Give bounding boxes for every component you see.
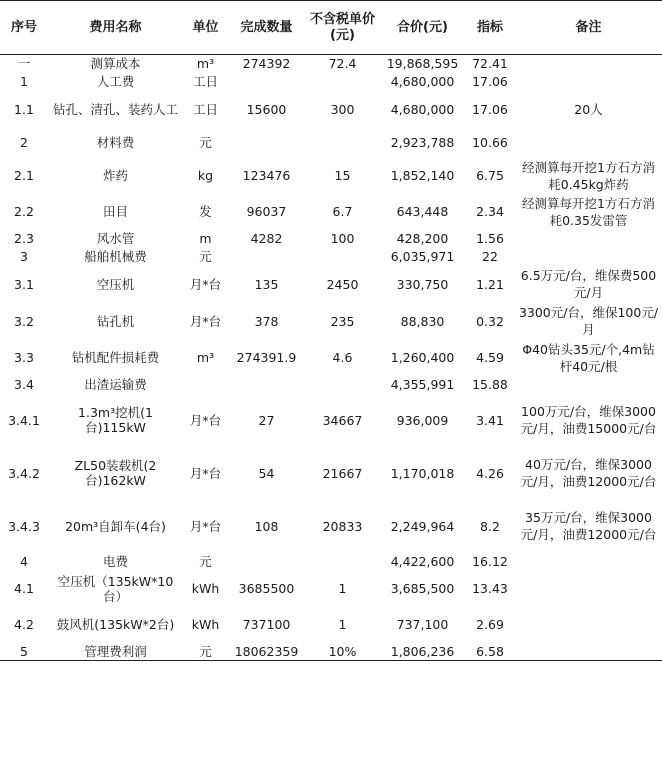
unit-cell: 工日 [192,74,218,89]
indicator-cell: 10.66 [472,135,508,150]
quantity-cell [228,376,305,394]
unit-cell: kWh [191,617,220,632]
seq-cell: 3.2 [14,313,34,329]
item-name-cell: 人工费 [96,74,135,89]
unit-cell: kg [197,168,214,183]
total-cell: 330,750 [396,276,449,292]
total-cell: 1,260,400 [390,350,455,365]
header-quantity: 完成数量 [228,1,305,55]
remarks-cell [515,553,662,571]
remarks-cell [515,607,662,643]
item-name-cell: ZL50装载机(2台)162kW [74,458,157,488]
unit-price-cell [305,376,380,394]
indicator-cell: 0.32 [476,313,504,329]
item-name-cell: 空压机 [96,276,135,292]
remarks-cell: 经测算每开挖1方石方消耗0.45kg炸药 [522,159,655,192]
unit-cell: m³ [196,56,215,72]
remarks-cell [515,73,662,91]
remarks-cell [515,248,662,266]
indicator-cell: 72.41 [472,56,508,72]
seq-cell: 1 [20,74,28,89]
unit-price-cell [305,73,380,91]
indicator-cell: 3.41 [476,412,504,428]
unit-price-cell: 4.6 [332,350,353,365]
table-row [0,447,662,500]
quantity-cell [228,128,305,158]
unit-price-cell: 21667 [322,465,363,481]
indicator-cell: 22 [482,249,498,264]
table-row [0,73,662,91]
header-remarks: 备注 [515,1,662,55]
indicator-cell: 16.12 [472,554,508,569]
quantity-cell: 96037 [246,204,287,219]
indicator-cell: 17.06 [472,74,508,89]
unit-cell: 元 [199,249,212,264]
indicator-cell: 4.59 [476,350,504,365]
item-name-cell: 材料费 [96,135,135,150]
unit-price-cell: 10% [305,643,380,661]
total-cell: 6,035,971 [390,249,455,264]
item-name-cell: 钻孔、清孔、装药人工 [52,101,178,117]
indicator-cell: 6.58 [465,643,515,661]
unit-cell [183,376,228,394]
table-row [0,128,662,158]
table-row [0,303,662,340]
seq-cell: 3.4.2 [8,465,40,481]
item-name-cell: 20m³自卸车(4台) [65,518,166,534]
unit-price-cell [305,553,380,571]
remarks-cell: Φ40钻头35元/个,4m钻杆40元/根 [522,341,655,374]
table-row [0,55,662,73]
indicator-cell: 15.88 [472,377,508,392]
quantity-cell: 108 [254,518,279,534]
indicator-cell: 2.69 [476,617,504,632]
total-cell: 1,170,018 [390,465,455,481]
table-row [0,500,662,553]
unit-price-cell: 300 [330,101,355,117]
header-unit: 单位 [183,1,228,55]
table-row [0,266,662,303]
unit-price-cell: 1 [338,617,347,632]
total-cell: 19,868,595 [386,56,459,72]
item-name-cell: 电费 [102,554,128,569]
quantity-cell [228,248,305,266]
table-row [0,194,662,230]
seq-cell: 2.2 [14,204,34,219]
indicator-cell: 1.56 [476,231,504,246]
total-cell: 737,100 [396,617,449,632]
unit-price-cell: 15 [334,168,351,183]
seq-cell: 3.4.3 [8,518,40,534]
quantity-cell: 378 [254,313,279,329]
seq-cell: 3 [20,249,28,264]
seq-cell: 3.3 [14,350,34,365]
total-cell: 2,249,964 [390,518,455,534]
quantity-cell: 15600 [246,101,287,117]
quantity-cell [228,553,305,571]
seq-cell: 3.1 [14,276,34,292]
remarks-cell [515,643,662,661]
table-row [0,158,662,194]
indicator-cell: 2.34 [476,204,504,219]
header-row [0,1,662,55]
item-name-cell: 1.3m³挖机(1台)115kW [78,405,153,435]
indicator-cell: 1.21 [476,276,504,292]
remarks-cell [515,128,662,158]
quantity-cell: 274391.9 [236,350,297,365]
table-body [0,55,662,661]
seq-cell: 3.4.1 [8,412,40,428]
table-row [0,643,662,661]
unit-cell: 月*台 [189,465,222,481]
total-cell: 4,680,000 [390,74,455,89]
seq-cell: 4.2 [14,617,34,632]
remarks-cell: 3300元/台，维保100元/月 [518,305,659,337]
item-name-cell: 出渣运输费 [84,377,147,392]
unit-price-cell: 2450 [326,276,359,292]
item-name-cell: 炸药 [102,168,128,183]
item-name-cell: 钻孔机 [96,313,135,329]
seq-cell: 2.1 [14,168,34,183]
table-row [0,376,662,394]
unit-cell: 元 [199,554,212,569]
total-cell: 1,806,236 [380,643,465,661]
unit-cell: kWh [191,581,220,596]
seq-cell: 4.1 [14,581,34,596]
seq-cell: 5 [0,643,48,661]
table-row [0,91,662,128]
unit-cell: 月*台 [189,412,222,428]
total-cell: 2,923,788 [390,135,455,150]
header-seq: 序号 [0,1,48,55]
remarks-cell: 40万元/台，维保3000元/月，油费12000元/台 [520,457,657,489]
quantity-cell: 737100 [242,617,291,632]
table-row [0,607,662,643]
indicator-cell: 4.26 [476,465,504,481]
item-name-cell: 鼓风机(135kW*2台) [56,617,175,632]
quantity-cell: 4282 [250,231,283,246]
unit-cell: m [199,231,212,246]
seq-cell: 3.4 [14,377,34,392]
table-row [0,571,662,607]
unit-price-cell [305,248,380,266]
total-cell: 643,448 [396,204,449,219]
table-row [0,340,662,376]
quantity-cell: 27 [258,412,275,428]
seq-cell: 2.3 [14,231,34,246]
total-cell: 428,200 [396,231,449,246]
total-cell: 88,830 [400,313,445,329]
header-indicator: 指标 [465,1,515,55]
indicator-cell: 8.2 [480,518,500,534]
unit-cell: 月*台 [189,313,222,329]
quantity-cell: 54 [258,465,275,481]
total-cell: 936,009 [396,412,449,428]
unit-price-cell: 235 [330,313,355,329]
item-name-cell: 测算成本 [90,56,141,72]
quantity-cell: 123476 [242,168,291,183]
item-name-cell: 田目 [102,204,128,219]
seq-cell: 2 [20,135,28,150]
item-name-cell: 空压机（135kW*10台） [57,573,174,604]
quantity-cell: 135 [254,276,279,292]
indicator-cell: 17.06 [472,101,508,117]
remarks-cell: 6.5万元/台，维保费500元/月 [520,268,657,300]
remarks-cell: 100万元/台，维保3000元/月，油费15000元/台 [520,404,657,436]
unit-price-cell [305,128,380,158]
remarks-cell [515,230,662,248]
remarks-cell: 经测算每开挖1方石方消耗0.35发雷管 [522,195,655,228]
total-cell: 3,685,500 [390,581,455,596]
table-row [0,394,662,447]
header-unit-price: 不含税单价(元) [305,1,380,55]
remarks-cell: 20人 [574,101,603,117]
total-cell: 1,852,140 [390,168,455,183]
quantity-cell: 18062359 [228,643,305,661]
item-name-cell: 钻机配件损耗费 [71,350,160,365]
total-cell: 4,680,000 [390,101,455,117]
seq-cell: 一 [17,56,31,72]
unit-price-cell: 100 [330,231,355,246]
remarks-cell [515,55,662,73]
item-name-cell: 船舶机械费 [84,249,147,264]
quantity-cell: 274392 [242,56,291,72]
unit-price-cell: 1 [338,581,347,596]
unit-price-cell: 6.7 [332,204,353,219]
item-name-cell: 风水管 [96,231,135,246]
item-name-cell: 管理费利润 [48,643,183,661]
unit-cell: 发 [199,204,212,219]
seq-cell: 1.1 [14,101,34,117]
quantity-cell [228,73,305,91]
remarks-cell [515,376,662,394]
unit-price-cell: 72.4 [328,56,357,72]
seq-cell: 4 [20,554,28,569]
table-row [0,553,662,571]
unit-price-cell: 20833 [322,518,363,534]
unit-cell: 月*台 [189,518,222,534]
table-row [0,230,662,248]
unit-cell: 月*台 [189,276,222,292]
header-total: 合价(元) [380,1,465,55]
unit-price-cell: 34667 [322,412,363,428]
unit-cell: 元 [199,135,212,150]
header-item-name: 费用名称 [48,1,183,55]
unit-cell: 元 [183,643,228,661]
table-row [0,248,662,266]
total-cell: 4,422,600 [390,554,455,569]
unit-cell: 工日 [192,101,218,117]
remarks-cell: 35万元/台，维保3000元/月，油费12000元/台 [520,510,657,542]
unit-cell: m³ [196,350,215,365]
remarks-cell [515,571,662,607]
total-cell: 4,355,991 [390,377,455,392]
indicator-cell: 13.43 [472,581,508,596]
quantity-cell: 3685500 [238,581,295,596]
indicator-cell: 6.75 [476,168,504,183]
